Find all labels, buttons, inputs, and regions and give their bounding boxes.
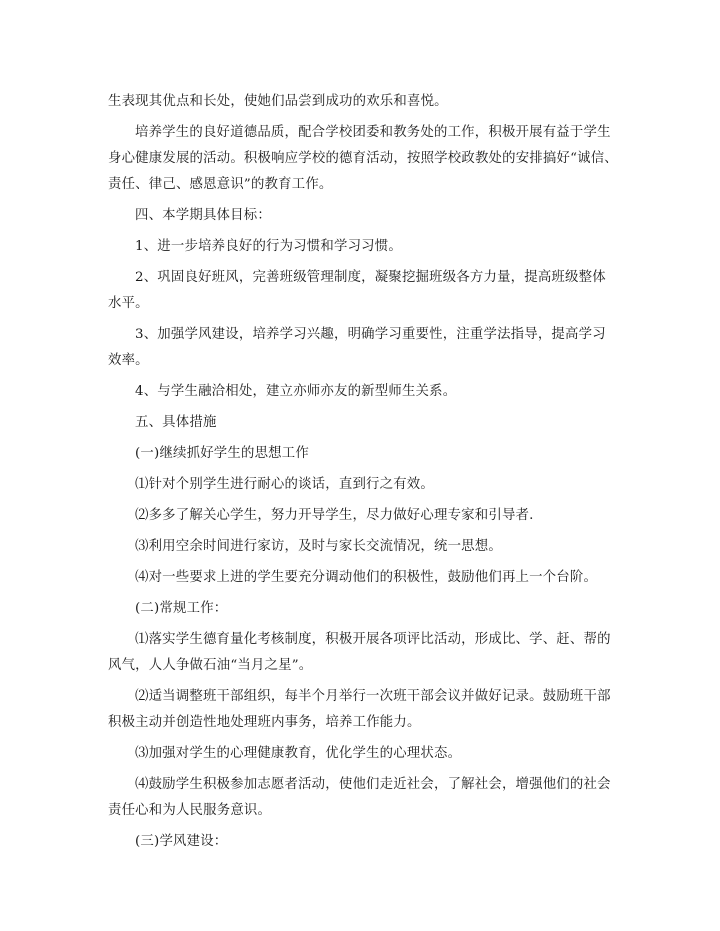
paragraph: (一)继续抓好学生的思想工作: [135, 446, 309, 461]
paragraph: ⑶利用空余时间进行家访，及时与家长交流情况，统一思想。: [135, 539, 502, 554]
document-body: [108, 89, 618, 860]
paragraph: 生表现其优点和长处，使她们品尝到成功的欢乐和喜悦。: [108, 94, 448, 109]
paragraph: 3、加强学风建设，培养学习兴趣，明确学习重要性，注重学法指导，提高学习效率。: [108, 327, 606, 368]
paragraph: ⑴落实学生德育量化考核制度，积极开展各项评比活动，形成比、学、赶、帮的风气，人人争做石油“当月之星”。: [108, 632, 611, 673]
paragraph: (三)学风建设：: [135, 834, 228, 849]
paragraph: ⑷对一些要求上进的学生要充分调动他们的积极性，鼓励他们再上一个台阶。: [135, 570, 598, 585]
paragraph: ⑶加强对学生的心理健康教育，优化学生的心理状态。: [135, 746, 462, 761]
paragraph: 四、本学期具体目标：: [135, 208, 271, 223]
paragraph: ⑷鼓励学生积极参加志愿者活动，使他们走近社会，了解社会，增强他们的社会责任心和为人民服务意识。: [108, 777, 611, 818]
paragraph: 1、进一步培养良好的行为习惯和学习习惯。: [135, 239, 402, 254]
paragraph: ⑵多多了解关心学生，努力开导学生，尽力做好心理专家和引导者.: [135, 508, 534, 523]
paragraph: ⑵适当调整班干部组织，每半个月举行一次班干部会议并做好记录。鼓励班干部积极主动并创造性地处理班内事务，培养工作能力。: [108, 689, 611, 730]
paragraph: 4、与学生融洽相处，建立亦师亦友的新型师生关系。: [135, 384, 457, 399]
paragraph: 五、具体措施: [135, 415, 217, 430]
paragraph: 培养学生的良好道德品质，配合学校团委和教务处的工作，积极开展有益于学生身心健康发展的活动。积极响应学校的德育活动，按照学校政教处的安排搞好“诚信、责任、律己、感恩意识”的教育工作。: [108, 125, 618, 192]
paragraph: (二)常规工作：: [135, 601, 228, 616]
paragraph: 2、巩固良好班风，完善班级管理制度，凝聚挖掘班级各方力量，提高班级整体水平。: [108, 270, 606, 311]
paragraph: ⑴针对个别学生进行耐心的谈话，直到行之有效。: [135, 477, 434, 492]
